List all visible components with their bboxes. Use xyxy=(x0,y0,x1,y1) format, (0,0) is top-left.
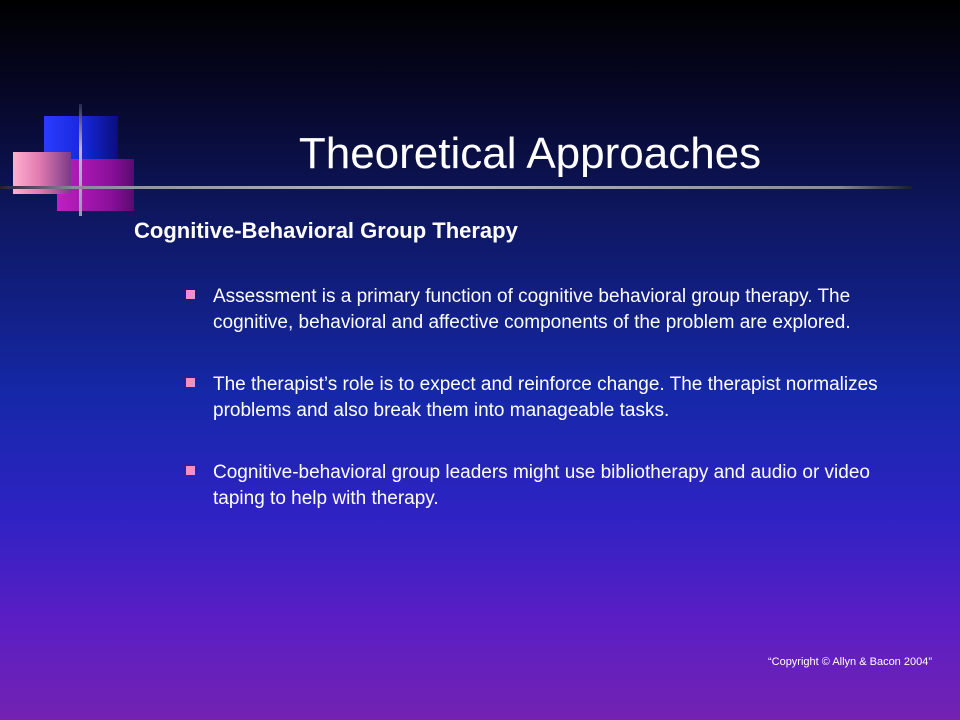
bullet-text: Assessment is a primary function of cognitive behavioral group therapy. The cognitive, behavioral and affective components of the problem are explored. xyxy=(213,286,851,333)
slide-title: Theoretical Approaches xyxy=(298,129,762,178)
vertical-rule xyxy=(79,104,82,216)
square-bullet-icon xyxy=(186,466,195,475)
slide-subtitle: Cognitive-Behavioral Group Therapy xyxy=(134,218,518,243)
bullet-item xyxy=(184,372,924,424)
bullet-text: The therapist’s role is to expect and reinforce change. The therapist normalizes problems and also break them into manageable tasks. xyxy=(213,374,878,421)
bullet-item xyxy=(184,284,924,336)
title-underline-rule xyxy=(0,186,912,189)
bullet-item xyxy=(184,460,924,512)
bullet-text: Cognitive-behavioral group leaders might use bibliotherapy and audio or video taping to help with therapy. xyxy=(213,462,870,509)
square-bullet-icon xyxy=(186,378,195,387)
square-bullet-icon xyxy=(186,290,195,299)
bullet-list xyxy=(184,284,924,548)
copyright-footer: “Copyright © Allyn & Bacon 2004” xyxy=(767,656,932,668)
